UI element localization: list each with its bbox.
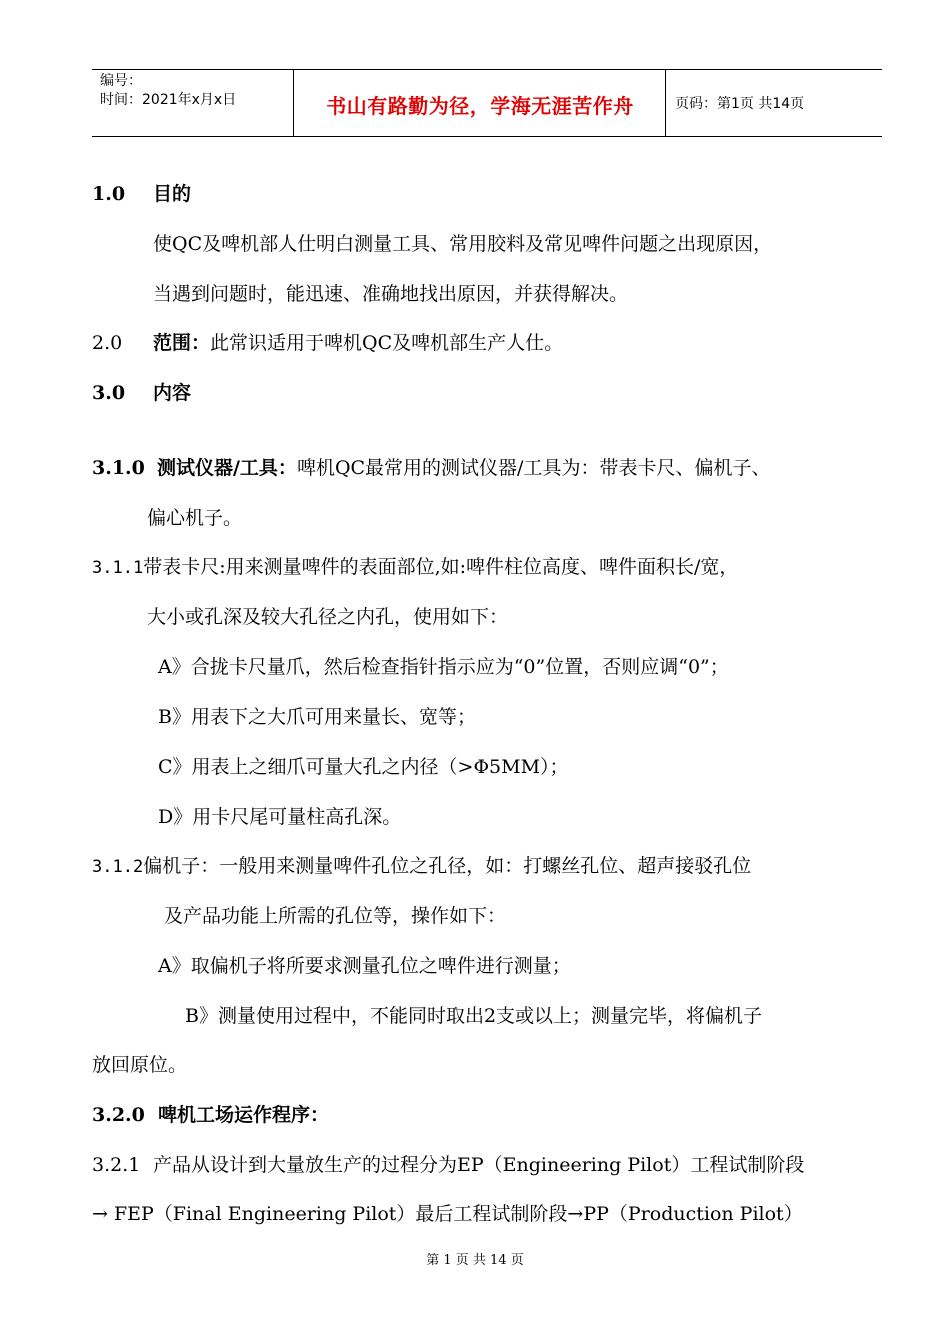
section-1-number: 1.0 — [92, 183, 126, 205]
document-time-label: 时间：2021年x月x日 — [100, 92, 237, 108]
section-1-line-1: 使QC及啤机部人仕明白测量工具、常用胶料及常见啤件问题之出现原因， — [153, 233, 773, 255]
section-311-item-a: A》合拢卡尺量爪，然后检查指针指示应为“0”位置，否则应调“0”； — [158, 656, 729, 678]
header-motto: 书山有路勤为径，学海无涯苦作舟 — [326, 94, 634, 118]
section-321-line-2: → FEP（Final Engineering Pilot）最后工程试制阶段→PP（Production Pilot） — [92, 1203, 803, 1225]
section-312-item-b-cont: 放回原位。 — [92, 1054, 188, 1076]
section-310-line — [92, 456, 770, 480]
section-310-title: 测试仪器/工具： — [156, 457, 297, 479]
section-310-text: 啤机QC最常用的测试仪器/工具为：带表卡尺、偏机子、 — [296, 457, 771, 479]
section-311-item-d: D》用卡尺尾可量柱高孔深。 — [158, 806, 402, 828]
section-310-number: 3.1.0 — [92, 457, 145, 479]
section-312-text: 偏机子：一般用来测量啤件孔位之孔径，如：打螺丝孔位、超声接驳孔位 — [143, 855, 752, 877]
section-321-number: 3.2.1 — [92, 1154, 141, 1176]
header-bottom-rule — [92, 136, 882, 137]
section-311-item-c: C》用表上之细爪可量大孔之内径（>Φ5MM）； — [158, 756, 569, 778]
section-1-title: 目的 — [153, 183, 192, 205]
section-312-line-2: 及产品功能上所需的孔位等，操作如下： — [164, 905, 507, 927]
page-footer: 第 1 页 共 14 页 — [426, 1253, 524, 1268]
section-310-line-2: 偏心机子。 — [147, 507, 243, 529]
section-1-line-2: 当遇到问题时，能迅速、准确地找出原因，并获得解决。 — [153, 283, 629, 305]
section-2-text: 此常识适用于啤机QC及啤机部生产人仕。 — [210, 332, 564, 354]
document-number-label: 编号： — [100, 73, 142, 89]
section-321-line-1: 产品从设计到大量放生产的过程分为EP（Engineering Pilot）工程试制阶段 — [153, 1154, 805, 1176]
header-meta — [100, 72, 236, 110]
section-320-number: 3.2.0 — [92, 1104, 145, 1126]
section-312-item-a: A》取偏机子将所要求测量孔位之啤件进行测量； — [158, 955, 571, 977]
section-312-line — [92, 854, 751, 879]
section-311-line-2: 大小或孔深及较大孔径之内孔，使用如下： — [147, 606, 509, 628]
section-312-number: 3.1.2 — [92, 857, 144, 877]
section-3-title: 内容 — [153, 382, 192, 404]
section-320-title: 啤机工场运作程序： — [158, 1104, 330, 1126]
section-311-number: 3.1.1 — [92, 558, 144, 578]
section-2-line — [153, 331, 563, 355]
section-311-item-b: B》用表下之大爪可用来量长、宽等； — [158, 706, 476, 728]
section-311-text: 带表卡尺:用来测量啤件的表面部位,如:啤件柱位高度、啤件面积长/宽， — [143, 556, 739, 578]
section-2-title: 范围： — [153, 332, 211, 354]
section-311-line — [92, 555, 738, 580]
section-312-item-b: B》测量使用过程中，不能同时取出2支或以上；测量完毕，将偏机子 — [185, 1005, 763, 1027]
section-3-number: 3.0 — [92, 382, 126, 404]
header-top-rule — [92, 69, 882, 70]
header-page-label: 页码：第1页 共14页 — [675, 96, 805, 112]
section-2-number: 2.0 — [92, 332, 123, 354]
